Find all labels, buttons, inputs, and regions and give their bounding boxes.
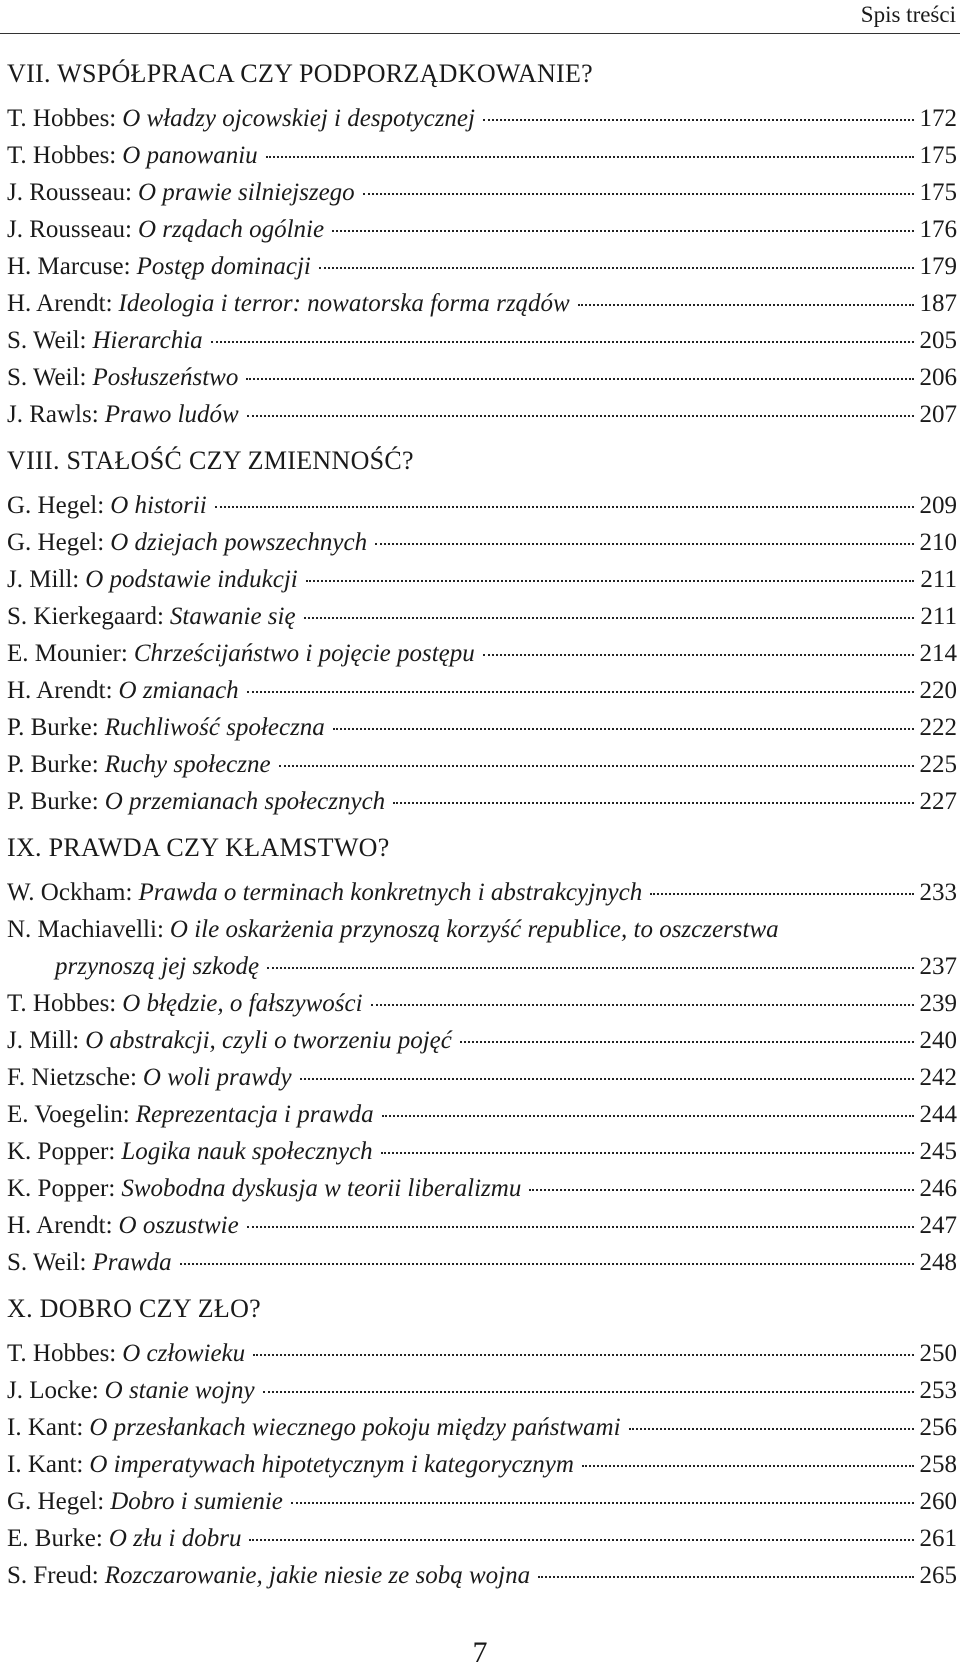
dot-leader bbox=[279, 765, 914, 767]
dot-leader bbox=[267, 967, 913, 969]
toc-entry[interactable] bbox=[7, 1096, 957, 1133]
entry-page: 242 bbox=[919, 1064, 957, 1091]
entry-title: Reprezentacja i prawda bbox=[135, 1101, 374, 1128]
entry-author: J. Locke: bbox=[7, 1377, 99, 1404]
entry-author: S. Weil: bbox=[7, 1249, 87, 1276]
dot-leader bbox=[483, 654, 914, 656]
entry-title: Stawanie się bbox=[169, 603, 296, 630]
page-number: 7 bbox=[472, 1636, 488, 1669]
entry-author: G. Hegel: bbox=[7, 529, 105, 556]
toc-entry[interactable] bbox=[7, 1409, 957, 1446]
toc-entry[interactable] bbox=[7, 1170, 957, 1207]
entry-author: W. Ockham: bbox=[7, 879, 133, 906]
entry-title: O ile oskarżenia przynoszą korzyść republice, to oszczerstwa bbox=[169, 916, 779, 943]
entry-author: T. Hobbes: bbox=[7, 142, 117, 169]
entry-author: H. Arendt: bbox=[7, 1212, 113, 1239]
dot-leader bbox=[246, 378, 913, 380]
toc-entry[interactable] bbox=[7, 100, 957, 137]
entry-author: J. Mill: bbox=[7, 1027, 80, 1054]
entry-title: O dziejach powszechnych bbox=[110, 529, 368, 556]
entry-author: J. Rousseau: bbox=[7, 216, 132, 243]
entry-page: 175 bbox=[919, 142, 957, 169]
toc-entry[interactable] bbox=[7, 1059, 957, 1096]
entry-title: Logika nauk społecznych bbox=[121, 1138, 373, 1165]
entry-title: Prawda bbox=[92, 1249, 172, 1276]
entry-title: O zmianach bbox=[118, 677, 239, 704]
entry-title: Dobro i sumienie bbox=[110, 1488, 283, 1515]
dot-leader bbox=[650, 893, 913, 895]
entry-page: 220 bbox=[919, 677, 957, 704]
toc-entry[interactable] bbox=[7, 709, 957, 746]
entry-author: E. Voegelin: bbox=[7, 1101, 130, 1128]
toc-section bbox=[7, 56, 957, 433]
entry-author: H. Arendt: bbox=[7, 677, 113, 704]
entry-author: S. Kierkegaard: bbox=[7, 603, 164, 630]
entry-title: O przemianach społecznych bbox=[104, 788, 386, 815]
dot-leader bbox=[211, 341, 914, 343]
toc-entry[interactable] bbox=[7, 1244, 957, 1281]
toc-entry[interactable] bbox=[7, 911, 957, 985]
entry-page: 260 bbox=[919, 1488, 957, 1515]
entry-author: F. Nietzsche: bbox=[7, 1064, 137, 1091]
toc-entry[interactable] bbox=[7, 285, 957, 322]
table-of-contents bbox=[7, 56, 957, 1594]
dot-leader bbox=[249, 1539, 913, 1541]
entry-author: H. Arendt: bbox=[7, 290, 113, 317]
dot-leader bbox=[247, 415, 914, 417]
entry-author: J. Rousseau: bbox=[7, 179, 132, 206]
entry-page: 227 bbox=[919, 788, 957, 815]
entry-title: O woli prawdy bbox=[142, 1064, 292, 1091]
entry-title: O przesłankach wiecznego pokoju między państwami bbox=[89, 1414, 621, 1441]
entry-page: 244 bbox=[919, 1101, 957, 1128]
toc-entry[interactable] bbox=[7, 1446, 957, 1483]
entry-title: Prawda o terminach konkretnych i abstrakcyjnych bbox=[138, 879, 643, 906]
toc-entry[interactable] bbox=[7, 524, 957, 561]
dot-leader bbox=[247, 691, 914, 693]
entry-page: 176 bbox=[919, 216, 957, 243]
entry-page: 258 bbox=[919, 1451, 957, 1478]
dot-leader bbox=[300, 1078, 914, 1080]
entry-author: K. Popper: bbox=[7, 1138, 116, 1165]
entry-author: P. Burke: bbox=[7, 751, 99, 778]
entry-page: 250 bbox=[919, 1340, 957, 1367]
toc-section bbox=[7, 830, 957, 1281]
toc-entry[interactable] bbox=[7, 635, 957, 672]
entry-page: 233 bbox=[919, 879, 957, 906]
entry-title: Rozczarowanie, jakie niesie ze sobą wojna bbox=[104, 1562, 531, 1589]
section-title: X. DOBRO CZY ZŁO? bbox=[7, 1294, 262, 1323]
entry-author: T. Hobbes: bbox=[7, 990, 117, 1017]
section-title: VIII. STAŁOŚĆ CZY ZMIENNOŚĆ? bbox=[7, 446, 414, 475]
entry-author: I. Kant: bbox=[7, 1451, 84, 1478]
toc-entry[interactable] bbox=[7, 1520, 957, 1557]
entry-title: O oszustwie bbox=[118, 1212, 239, 1239]
entry-page: 225 bbox=[919, 751, 957, 778]
entry-page: 248 bbox=[919, 1249, 957, 1276]
entry-title-continued: przynoszą jej szkodę bbox=[55, 953, 260, 980]
entry-title: O stanie wojny bbox=[104, 1377, 255, 1404]
entry-page: 187 bbox=[919, 290, 957, 317]
dot-leader bbox=[483, 119, 914, 121]
toc-entry[interactable] bbox=[7, 174, 957, 211]
dot-leader bbox=[215, 506, 914, 508]
entry-page: 256 bbox=[919, 1414, 957, 1441]
entry-page: 205 bbox=[919, 327, 957, 354]
dot-leader bbox=[333, 728, 914, 730]
entry-page: 179 bbox=[919, 253, 957, 280]
entry-page: 239 bbox=[919, 990, 957, 1017]
toc-entry[interactable] bbox=[7, 1372, 957, 1409]
dot-leader bbox=[529, 1189, 913, 1191]
entry-author: E. Burke: bbox=[7, 1525, 103, 1552]
dot-leader bbox=[180, 1263, 914, 1265]
dot-leader bbox=[263, 1391, 914, 1393]
entry-page: 210 bbox=[919, 529, 957, 556]
entry-page: 247 bbox=[919, 1212, 957, 1239]
dot-leader bbox=[247, 1226, 914, 1228]
entry-title: O rządach ogólnie bbox=[138, 216, 325, 243]
entry-page: 246 bbox=[919, 1175, 957, 1202]
toc-entry[interactable] bbox=[7, 672, 957, 709]
entry-page: 265 bbox=[919, 1562, 957, 1589]
entry-author: P. Burke: bbox=[7, 714, 99, 741]
entry-title: O człowieku bbox=[122, 1340, 246, 1367]
toc-entry[interactable] bbox=[7, 1557, 957, 1594]
toc-entry[interactable] bbox=[7, 746, 957, 783]
toc-entry[interactable] bbox=[7, 985, 957, 1022]
toc-entry[interactable] bbox=[7, 561, 957, 598]
dot-leader bbox=[460, 1041, 914, 1043]
dot-leader bbox=[382, 1115, 914, 1117]
toc-entry[interactable] bbox=[7, 1133, 957, 1170]
toc-entry[interactable] bbox=[7, 322, 957, 359]
section-title: IX. PRAWDA CZY KŁAMSTWO? bbox=[7, 833, 390, 862]
entry-author: S. Weil: bbox=[7, 364, 87, 391]
entry-title: Postęp dominacji bbox=[136, 253, 311, 280]
toc-entry[interactable] bbox=[7, 248, 957, 285]
entry-page: 209 bbox=[919, 492, 957, 519]
entry-title: O historii bbox=[110, 492, 207, 519]
entry-page: 237 bbox=[919, 953, 957, 980]
toc-entry[interactable] bbox=[7, 211, 957, 248]
dot-leader bbox=[629, 1428, 914, 1430]
dot-leader bbox=[304, 617, 915, 619]
dot-leader bbox=[582, 1465, 914, 1467]
entry-author: H. Marcuse: bbox=[7, 253, 131, 280]
toc-entry[interactable] bbox=[7, 1022, 957, 1059]
dot-leader bbox=[332, 230, 913, 232]
entry-author: K. Popper: bbox=[7, 1175, 116, 1202]
entry-title: O abstrakcji, czyli o tworzeniu pojęć bbox=[85, 1027, 452, 1054]
entry-title: O imperatywach hipotetycznym i kategorycznym bbox=[89, 1451, 574, 1478]
entry-author: T. Hobbes: bbox=[7, 105, 117, 132]
entry-author: I. Kant: bbox=[7, 1414, 84, 1441]
dot-leader bbox=[319, 267, 914, 269]
entry-page: 214 bbox=[919, 640, 957, 667]
dot-leader bbox=[375, 543, 913, 545]
entry-title: Posłuszeństwo bbox=[92, 364, 239, 391]
entry-page: 253 bbox=[919, 1377, 957, 1404]
entry-title: O władzy ojcowskiej i despotycznej bbox=[122, 105, 475, 132]
entry-author: J. Rawls: bbox=[7, 401, 99, 428]
entry-page: 222 bbox=[919, 714, 957, 741]
entry-page: 175 bbox=[919, 179, 957, 206]
entry-title: O złu i dobru bbox=[108, 1525, 242, 1552]
dot-leader bbox=[253, 1354, 913, 1356]
toc-section bbox=[7, 1291, 957, 1594]
entry-page: 261 bbox=[919, 1525, 957, 1552]
toc-entry[interactable] bbox=[7, 874, 957, 911]
entry-author: T. Hobbes: bbox=[7, 1340, 117, 1367]
header-rule bbox=[0, 33, 960, 34]
toc-entry[interactable] bbox=[7, 487, 957, 524]
dot-leader bbox=[578, 304, 914, 306]
dot-leader bbox=[306, 580, 915, 582]
entry-title: Prawo ludów bbox=[104, 401, 239, 428]
dot-leader bbox=[363, 193, 914, 195]
entry-author: J. Mill: bbox=[7, 566, 80, 593]
entry-author: E. Mounier: bbox=[7, 640, 128, 667]
entry-title: O prawie silniejszego bbox=[138, 179, 355, 206]
dot-leader bbox=[291, 1502, 914, 1504]
toc-entry[interactable] bbox=[7, 137, 957, 174]
entry-page: 206 bbox=[919, 364, 957, 391]
entry-title: Ideologia i terror: nowatorska forma rządów bbox=[118, 290, 570, 317]
entry-page: 172 bbox=[919, 105, 957, 132]
entry-title: O panowaniu bbox=[122, 142, 258, 169]
toc-entry[interactable] bbox=[7, 783, 957, 820]
toc-entry[interactable] bbox=[7, 1207, 957, 1244]
section-title: VII. WSPÓŁPRACA CZY PODPORZĄDKOWANIE? bbox=[7, 59, 594, 88]
dot-leader bbox=[393, 802, 913, 804]
entry-author: S. Weil: bbox=[7, 327, 87, 354]
entry-title: Swobodna dyskusja w teorii liberalizmu bbox=[121, 1175, 522, 1202]
entry-title: Ruchy społeczne bbox=[104, 751, 271, 778]
dot-leader bbox=[371, 1004, 914, 1006]
entry-title: O podstawie indukcji bbox=[85, 566, 298, 593]
entry-page: 207 bbox=[919, 401, 957, 428]
dot-leader bbox=[381, 1152, 914, 1154]
dot-leader bbox=[266, 156, 914, 158]
entry-title: O błędzie, o fałszywości bbox=[122, 990, 363, 1017]
entry-author: N. Machiavelli: bbox=[7, 916, 164, 943]
entry-page: 245 bbox=[919, 1138, 957, 1165]
entry-page: 211 bbox=[920, 566, 957, 593]
toc-entry[interactable] bbox=[7, 1335, 957, 1372]
running-head: Spis treści bbox=[860, 2, 956, 27]
entry-author: P. Burke: bbox=[7, 788, 99, 815]
dot-leader bbox=[538, 1576, 913, 1578]
entry-author: G. Hegel: bbox=[7, 492, 105, 519]
entry-page: 240 bbox=[919, 1027, 957, 1054]
toc-entry[interactable] bbox=[7, 1483, 957, 1520]
entry-title: Hierarchia bbox=[92, 327, 203, 354]
toc-entry[interactable] bbox=[7, 359, 957, 396]
toc-entry[interactable] bbox=[7, 598, 957, 635]
entry-page: 211 bbox=[920, 603, 957, 630]
entry-title: Chrześcijaństwo i pojęcie postępu bbox=[133, 640, 475, 667]
entry-title: Ruchliwość społeczna bbox=[104, 714, 325, 741]
toc-entry[interactable] bbox=[7, 396, 957, 433]
toc-section bbox=[7, 443, 957, 820]
entry-author: G. Hegel: bbox=[7, 1488, 105, 1515]
entry-author: S. Freud: bbox=[7, 1562, 99, 1589]
